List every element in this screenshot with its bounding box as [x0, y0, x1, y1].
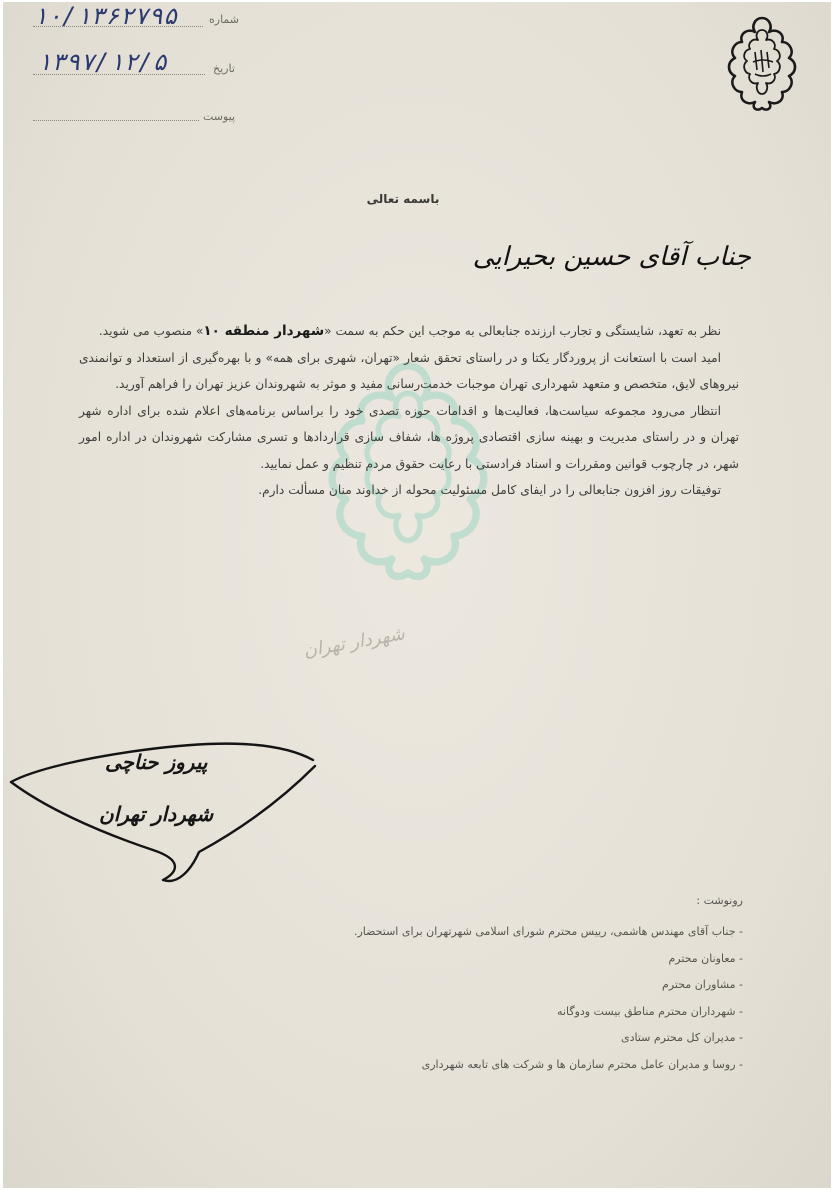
cc-item: - روسا و مدیران عامل محترم سازمان ها و شرکت های تابعه شهرداری [183, 1052, 743, 1079]
paragraph-2: امید است با استعانت از پروردگار یکتا و در راستای تحقق شعار «تهران، شهری برای همه» و با بهره‌گیری از استعداد و توانمندی نیروهای لایق، متخصص و متعهد شهرداری تهران موجبات خدمت‌رسانی مفید و موثر به شهروندان عزیز تهران را فراهم آورید. [79, 350, 739, 391]
number-value: ۱۰/۱۳۶۲۷۹۵ [33, 2, 178, 30]
number-label: شماره [209, 13, 240, 26]
cc-block [183, 894, 743, 1078]
cc-item: - شهرداران محترم مناطق بیست ودوگانه [183, 999, 743, 1026]
signatory-title: شهردار تهران [99, 802, 214, 826]
paragraph-3: انتظار می‌رود مجموعه سیاست‌ها، فعالیت‌ها و اقدامات حوزه تصدی خود را براساس برنامه‌های اعلام شده برای اداره شهر تهران و در راستای مدیریت و بهینه سازی اقتصادی پروژه ها، شفاف سازی قراردادها و تسری مشارکت شهروندان در اداره امور شهر، در چارچوب قوانین ومقررات و اسناد فرادستی با رعایت حقوق مردم تنظیم و عمل نمایید. [79, 403, 739, 471]
invocation: باسمه تعالی [366, 192, 440, 206]
cc-item: - جناب آقای مهندس هاشمی، رییس محترم شورای اسلامی شهرتهران برای استحضار. [183, 919, 743, 946]
cc-title: رونوشت : [696, 894, 743, 907]
number-line [33, 26, 203, 27]
letter-page [3, 2, 831, 1188]
signatory-name: پیروز حناچی [105, 750, 208, 774]
position-title: شهردار منطقه ۱۰ [203, 323, 325, 339]
tehran-municipality-logo-icon [717, 12, 807, 112]
attachment-line [33, 120, 199, 121]
cc-list [183, 919, 743, 1078]
faint-stamp: شهردار تهران [301, 623, 407, 662]
attachment-label: پیوست [203, 110, 236, 123]
date-line [33, 74, 205, 75]
letter-body [79, 318, 739, 504]
date-label: تاریخ [213, 62, 235, 75]
paragraph-1: نظر به تعهد، شایستگی و تجارب ارزنده جنابعالی به موجب این حکم به سمت «شهردار منطقه ۱۰» منصوب می شوید. [98, 323, 721, 339]
date-value: ۱۳۹۷/۱۲/۵ [37, 48, 168, 76]
cc-item: - مدیران کل محترم ستادی [183, 1025, 743, 1052]
cc-item: - مشاوران محترم [183, 972, 743, 999]
paragraph-4: توفیقات روز افزون جنابعالی را در ایفای کامل مسئولیت محوله از خداوند منان مسألت دارم. [258, 483, 721, 497]
cc-item: - معاونان محترم [183, 946, 743, 973]
addressee: جناب آقای حسین بحیرایی [472, 242, 751, 272]
